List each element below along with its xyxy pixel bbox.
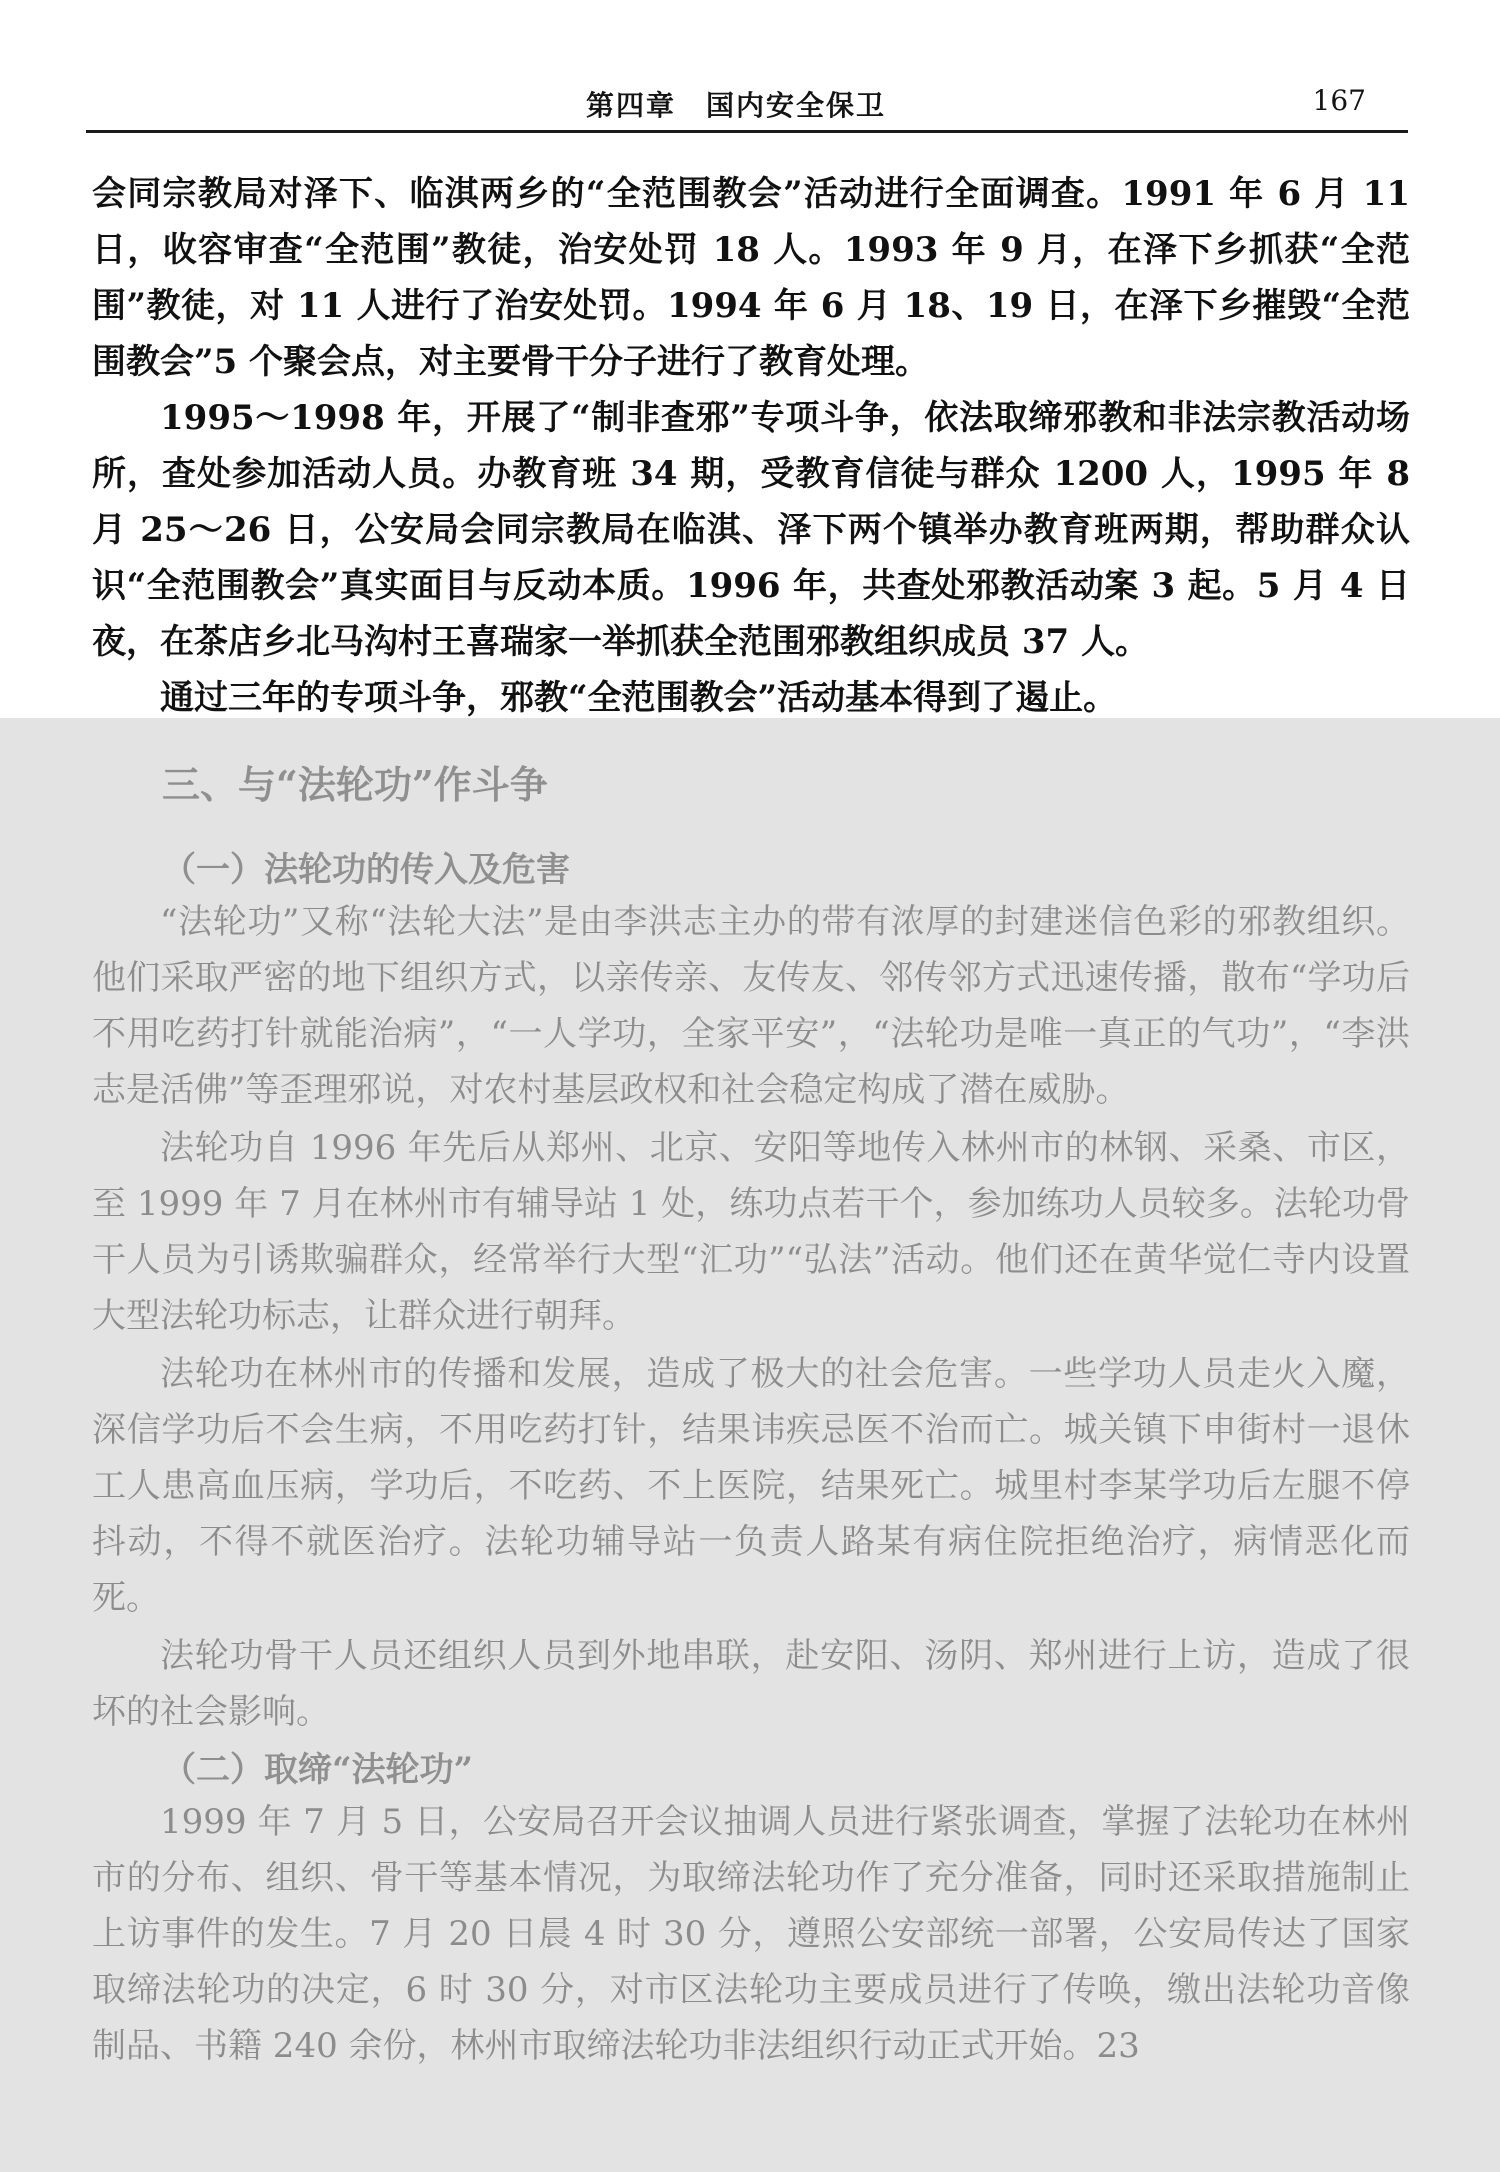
paragraph-continued: 会同宗教局对泽下、临淇两乡的“全范围教会”活动进行全面调查。1991 年 6 月 11 日，收容审查“全范围”教徒，治安处罚 18 人。1993 年 9 月，在泽下乡抓获“全范围”教徒，对 11 人进行了治安处罚。1994 年 6 月 18、19 日，在泽下乡摧毁“全范围教会”5 个聚会点，对主要骨干分子进行了教育处理。 — [92, 174, 1410, 382]
section-heading: 三、与“法轮功”作斗争 — [162, 762, 548, 807]
subsection-heading-2: （二）取缔“法轮功” — [162, 1750, 474, 1790]
chapter-title: 第四章 国内安全保卫 — [586, 89, 887, 122]
paragraph-1995-1998: 1995～1998 年，开展了“制非查邪”专项斗争，依法取缔邪教和非法宗教活动场所，查处参加活动人员。办教育班 34 期，受教育信徒与群众 1200 人，1995 年 8 月 25～26 日，公安局会同宗教局在临淇、泽下两个镇举办教育班两期，帮助群众认识“全范围教会”真实面目与反动本质。1996 年，共查处邪教活动案 3 起。5 月 4 日夜，在茶店乡北马沟村王喜瑞家一举抓获全范围邪教组织成员 37 人。 — [92, 398, 1410, 662]
running-header — [86, 78, 1408, 133]
highlighted-section — [0, 718, 1500, 2172]
subsection-heading-1: （一）法轮功的传入及危害 — [162, 850, 570, 890]
top-text-block — [0, 150, 1500, 718]
page-number: 167 — [1312, 84, 1366, 117]
paragraph-petition: 法轮功骨干人员还组织人员到外地串联，赴安阳、汤阴、郑州进行上访，造成了很坏的社会影响。 — [92, 1636, 1410, 1732]
paragraph-ban: 1999 年 7 月 5 日，公安局召开会议抽调人员进行紧张调查，掌握了法轮功在林州市的分布、组织、骨干等基本情况，为取缔法轮功作了充分准备，同时还采取措施制止上访事件的发生。7 月 20 日晨 4 时 30 分，遵照公安部统一部署，公安局传达了国家取缔法轮功的决定，6 时 30 分，对市区法轮功主要成员进行了传唤，缴出法轮功音像制品、书籍 240 余份，林州市取缔法轮功非法组织行动正式开始。23 — [92, 1802, 1410, 2066]
paragraph-summary: 通过三年的专项斗争，邪教“全范围教会”活动基本得到了遏止。 — [160, 678, 1118, 718]
paragraph-harm: 法轮功在林州市的传播和发展，造成了极大的社会危害。一些学功人员走火入魔，深信学功后不会生病，不用吃药打针，结果讳疾忌医不治而亡。城关镇下申街村一退休工人患高血压病，学功后，不吃药、不上医院，结果死亡。城里村李某学功后左腿不停抖动，不得不就医治疗。法轮功辅导站一负责人路某有病住院拒绝治疗，病情恶化而死。 — [92, 1354, 1410, 1618]
paragraph-definition: “法轮功”又称“法轮大法”是由李洪志主办的带有浓厚的封建迷信色彩的邪教组织。他们采取严密的地下组织方式，以亲传亲、友传友、邻传邻方式迅速传播，散布“学功后不用吃药打针就能治病”，“一人学功，全家平安”，“法轮功是唯一真正的气功”，“李洪志是活佛”等歪理邪说，对农村基层政权和社会稳定构成了潜在威胁。 — [92, 902, 1410, 1110]
paragraph-spread: 法轮功自 1996 年先后从郑州、北京、安阳等地传入林州市的林钢、采桑、市区，至 1999 年 7 月在林州市有辅导站 1 处，练功点若干个，参加练功人员较多。法轮功骨干人员为引诱欺骗群众，经常举行大型“汇功”“弘法”活动。他们还在黄华觉仁寺内设置大型法轮功标志，让群众进行朝拜。 — [92, 1128, 1410, 1336]
